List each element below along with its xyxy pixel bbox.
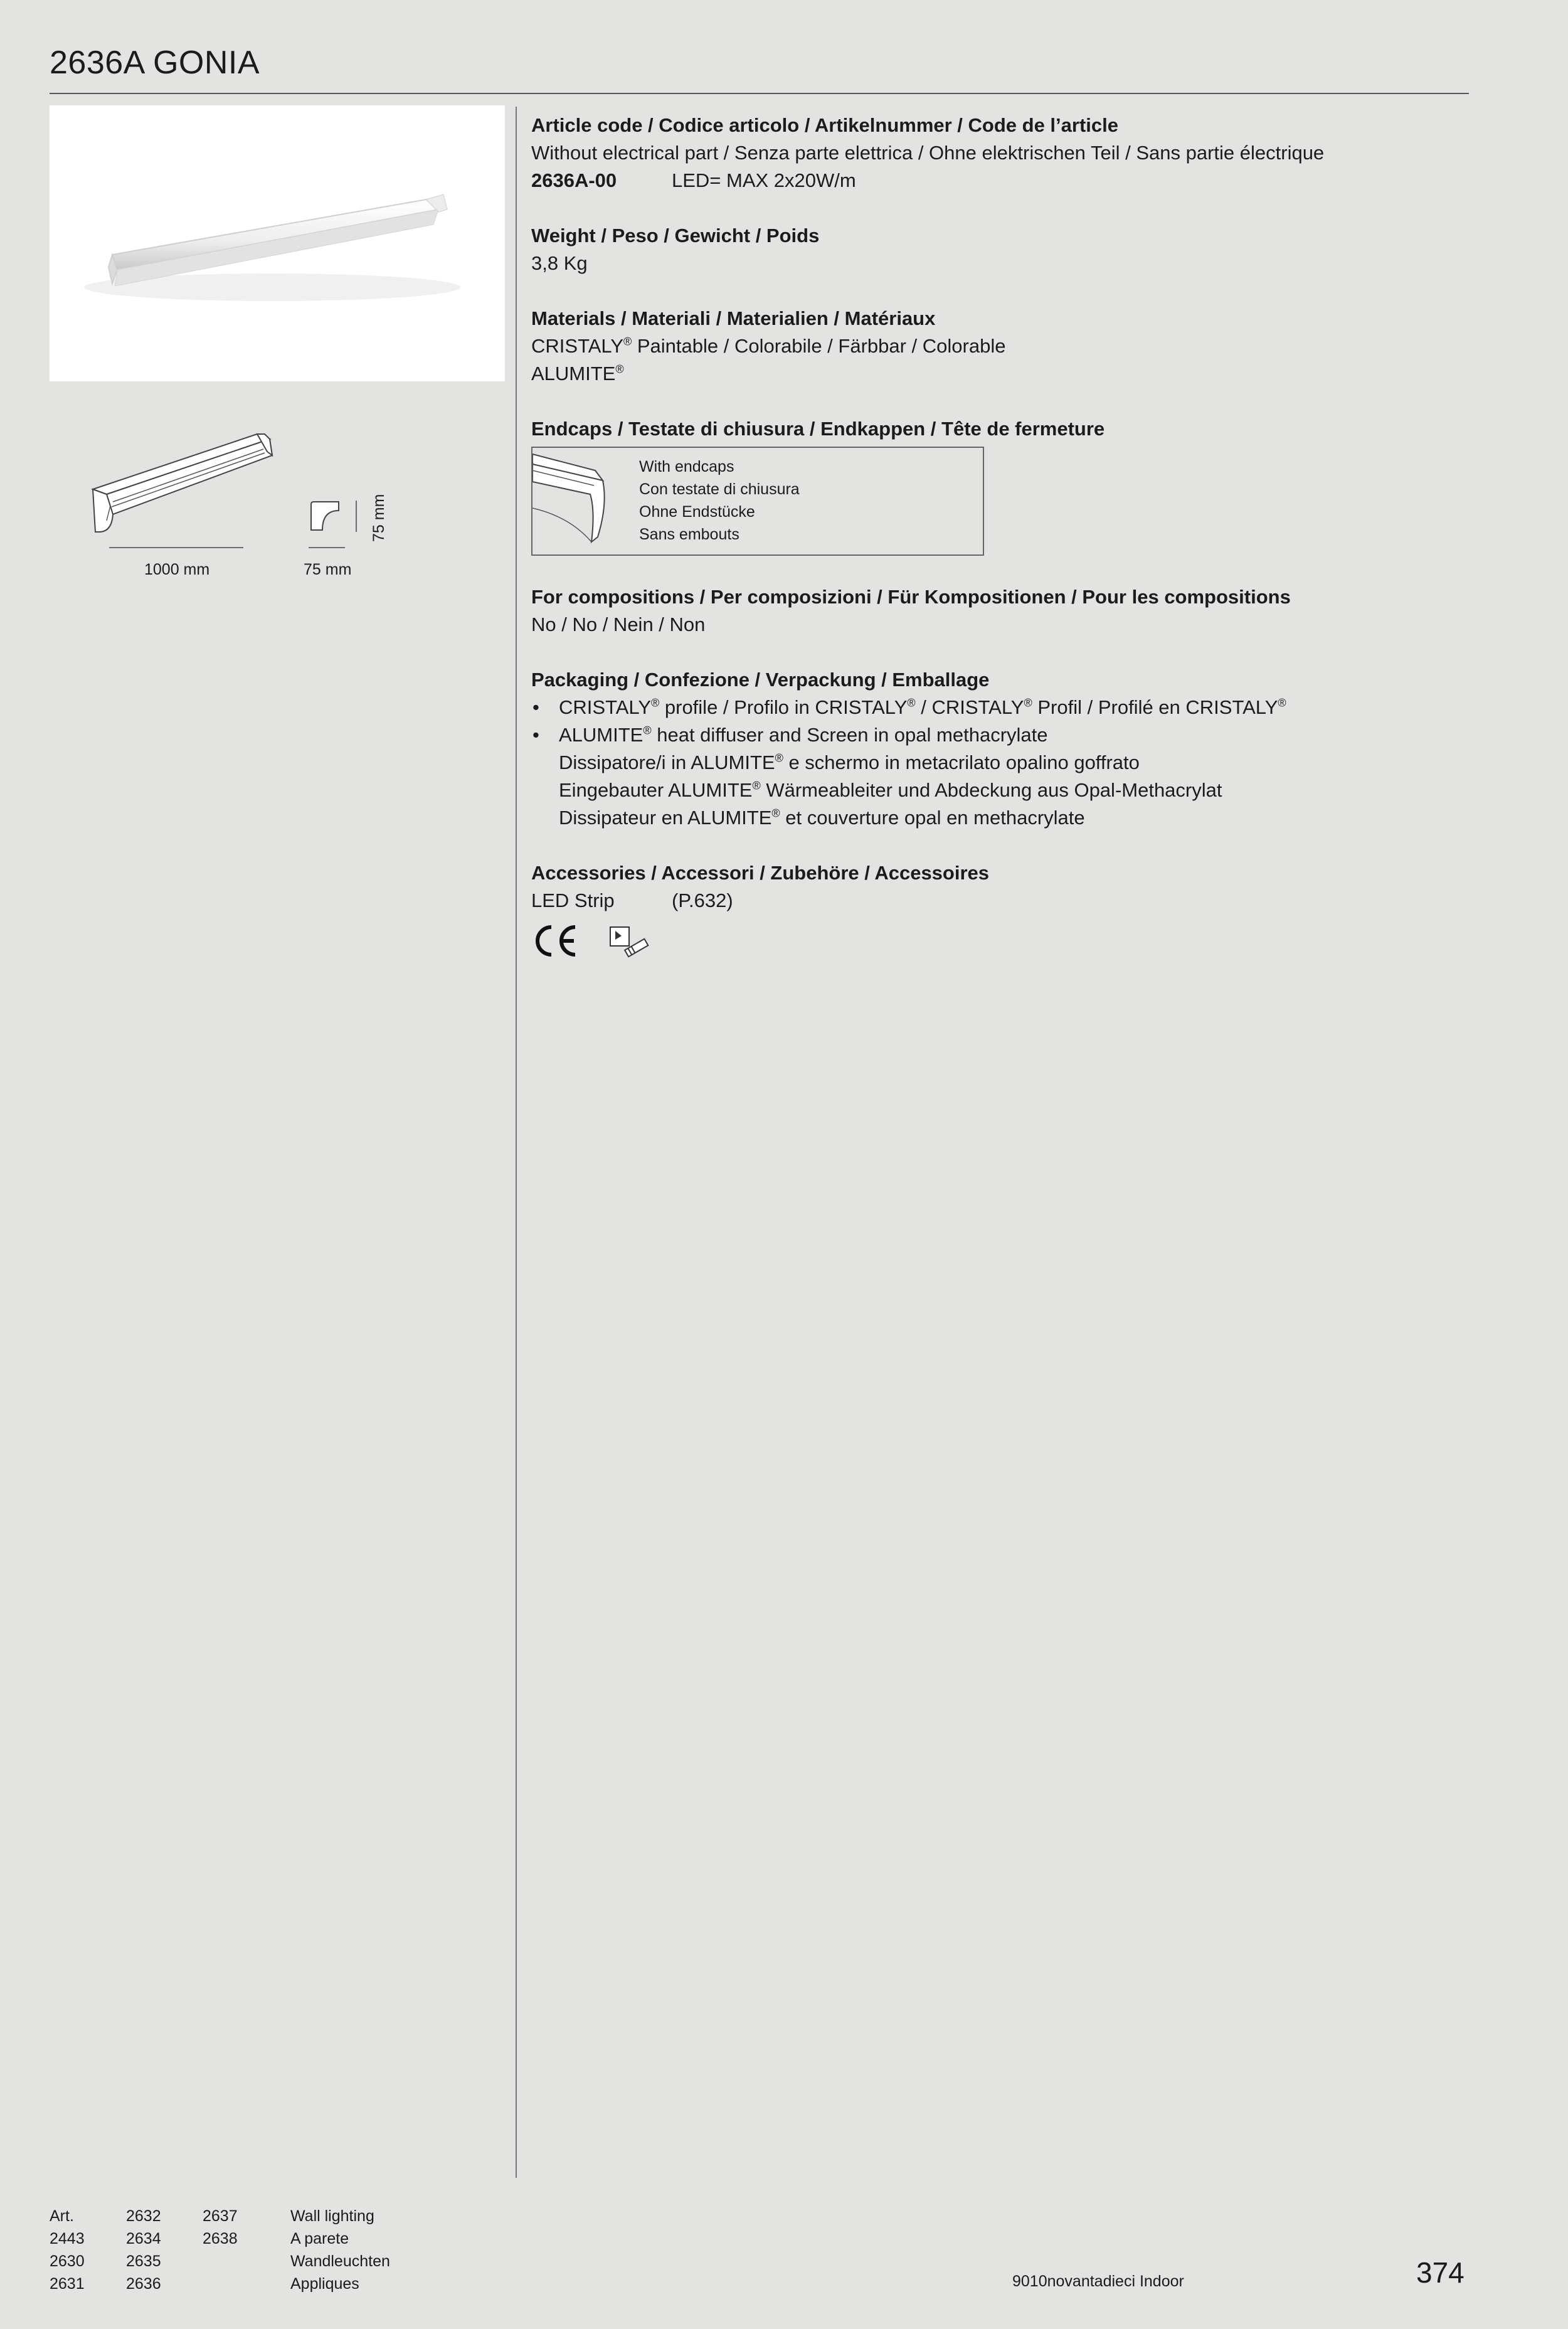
- dimension-drawing: [82, 427, 408, 552]
- accessory-page-ref: (P.632): [672, 889, 733, 911]
- footer-cell: 2630: [50, 2252, 85, 2270]
- endcap-line: Sans embouts: [639, 526, 739, 543]
- footer-cell: 2635: [126, 2252, 161, 2270]
- footer-col-category: [290, 2205, 390, 2295]
- product-photo: [50, 105, 505, 381]
- footer-cell: 2638: [203, 2230, 238, 2247]
- width-dimension-label: 75 mm: [304, 561, 352, 578]
- packaging-heading: Packaging / Confezione / Verpackung / Emballage: [531, 669, 990, 691]
- weight-heading: Weight / Peso / Gewicht / Poids: [531, 225, 820, 247]
- endcaps-section: [531, 415, 1447, 556]
- article-spec: LED= MAX 2x20W/m: [672, 169, 856, 191]
- accessory-name: LED Strip: [531, 889, 615, 911]
- packaging-line: Eingebauter ALUMITE® Wärmeableiter und Abdeckung aus Opal-Methacrylat: [559, 779, 1222, 801]
- packaging-line: Dissipatore/i in ALUMITE® e schermo in metacrilato opalino goffrato: [559, 751, 1140, 773]
- footer-brand: 9010novantadieci Indoor: [1012, 2273, 1184, 2290]
- footer-cell: Appliques: [290, 2275, 359, 2293]
- footer-cell: 2636: [126, 2275, 161, 2293]
- packaging-line: Dissipateur en ALUMITE® et couverture opal en methacrylate: [559, 807, 1085, 829]
- article-section: [531, 112, 1447, 194]
- footer-cell: 2632: [126, 2207, 161, 2225]
- footer-cell: 2634: [126, 2230, 161, 2247]
- height-dimension-label: 75 mm: [370, 494, 388, 542]
- endcap-line: Ohne Endstücke: [639, 503, 755, 521]
- footer-cell: A parete: [290, 2230, 349, 2247]
- accessories-heading: Accessories / Accessori / Zubehöre / Accessoires: [531, 862, 990, 884]
- weight-value: 3,8 Kg: [531, 252, 588, 274]
- footer-cell: Wandleuchten: [290, 2252, 390, 2270]
- footer-cell: Art.: [50, 2207, 74, 2225]
- footer-cell: 2637: [203, 2207, 238, 2225]
- endcaps-heading: Endcaps / Testate di chiusura / Endkappen / Tête de fermeture: [531, 418, 1105, 440]
- materials-line-1: CRISTALY® Paintable / Colorabile / Färbbar / Colorable: [531, 335, 1006, 357]
- title-divider: [50, 93, 1469, 94]
- footer-col-codes-2: [203, 2205, 238, 2250]
- accessory-row: [531, 887, 1447, 915]
- column-divider: [516, 107, 517, 2178]
- certification-icons: [531, 921, 1447, 961]
- materials-line-2: ALUMITE®: [531, 363, 624, 385]
- endcap-illustration: [532, 448, 633, 554]
- footer-cell: 2631: [50, 2275, 85, 2293]
- page-title: 2636A GONIA: [50, 45, 260, 81]
- footer-col-codes-1: [126, 2205, 161, 2295]
- compositions-section: [531, 583, 1447, 639]
- article-code-row: [531, 167, 1447, 194]
- ce-mark-icon: [531, 923, 579, 958]
- article-code: 2636A-00: [531, 169, 617, 191]
- endcaps-option-box: [531, 447, 984, 556]
- footer-cell: 2443: [50, 2230, 85, 2247]
- article-heading: Article code / Codice articolo / Artikelnummer / Code de l’article: [531, 114, 1118, 136]
- footer-cell: Wall lighting: [290, 2207, 374, 2225]
- accessories-section: [531, 859, 1447, 961]
- weight-section: [531, 222, 1447, 277]
- materials-section: [531, 305, 1447, 388]
- length-dimension-label: 1000 mm: [144, 561, 210, 578]
- page-number: 374: [1416, 2256, 1465, 2289]
- footer-col-articles: [50, 2205, 85, 2295]
- packaging-item: • ALUMITE® heat diffuser and Screen in opal methacrylate: [532, 724, 1048, 746]
- compositions-heading: For compositions / Per composizioni / Für Kompositionen / Pour les compositions: [531, 586, 1291, 608]
- packaging-section: [531, 666, 1447, 832]
- materials-heading: Materials / Materiali / Materialien / Matériaux: [531, 307, 936, 329]
- endcap-line: Con testate di chiusura: [639, 480, 800, 498]
- compositions-value: No / No / Nein / Non: [531, 613, 706, 635]
- article-subtitle: Without electrical part / Senza parte elettrica / Ohne elektrischen Teil / Sans partie électrique: [531, 142, 1325, 164]
- paintable-surface-icon: [607, 921, 650, 961]
- packaging-item: • CRISTALY® profile / Profilo in CRISTALY® / CRISTALY® Profil / Profilé en CRISTALY®: [532, 696, 1286, 718]
- product-specs: [531, 112, 1447, 961]
- endcap-line: With endcaps: [639, 458, 734, 475]
